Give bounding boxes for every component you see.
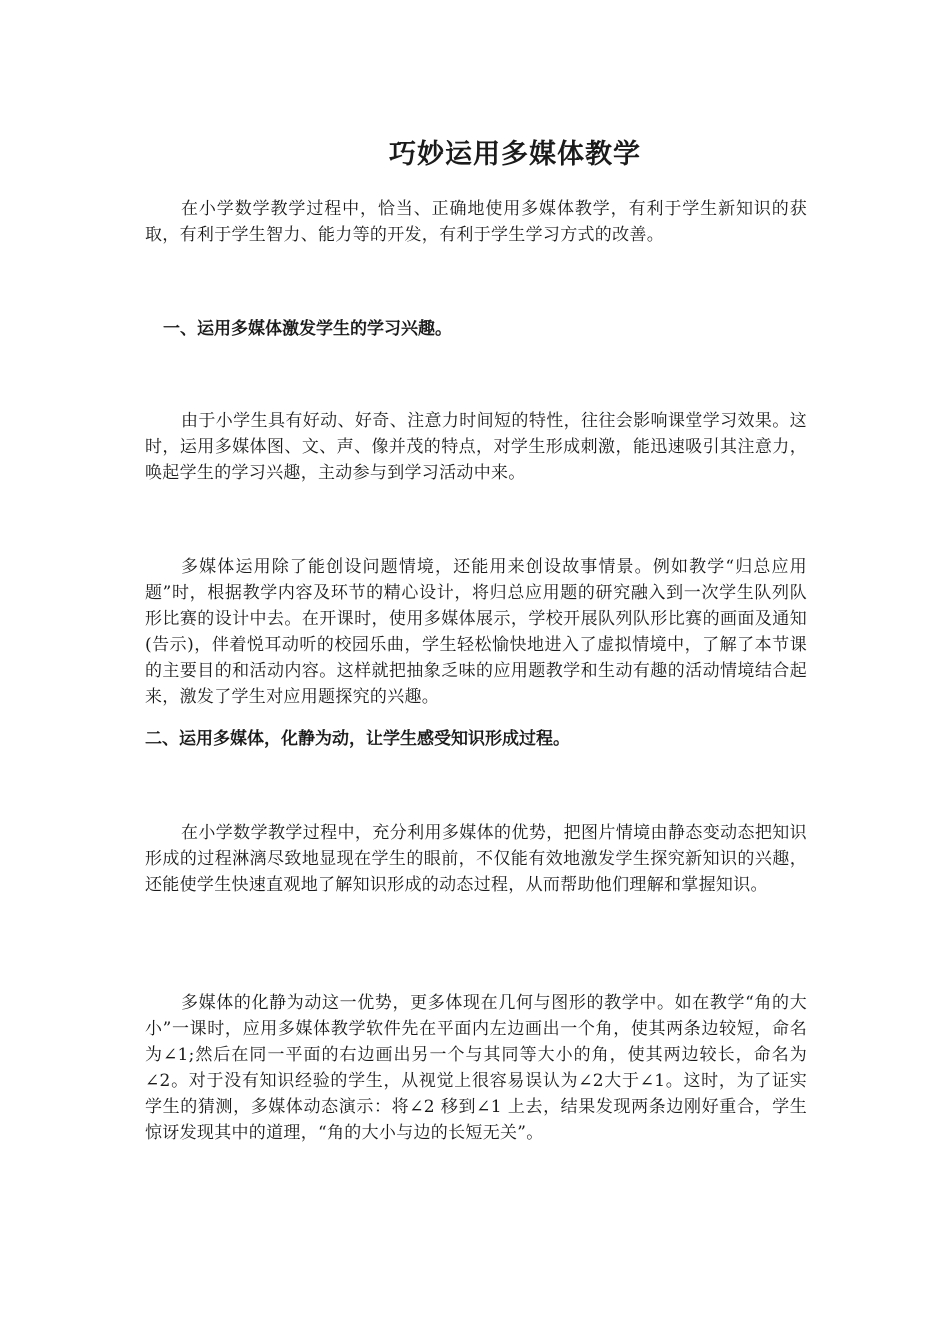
section-1-heading: 一、运用多媒体激发学生的学习兴趣。 (163, 319, 452, 339)
section-1-paragraph-2: 多媒体运用除了能创设问题情境，还能用来创设故事情景。例如教学“归总应用题”时，根据教学内容及环节的精心设计，将归总应用题的研究融入到一次学生队列队形比赛的设计中去。在开课时，使用多媒体展示，学校开展队列队形比赛的画面及通知(告示)，伴着悦耳动听的校园乐曲，学生轻松愉快地进入了虚拟情境中，了解了本节课的主要目的和活动内容。这样就把抽象乏味的应用题教学和生动有趣的活动情境结合起来，激发了学生对应用题探究的兴趣。 (145, 557, 807, 707)
section-1-paragraph-1: 由于小学生具有好动、好奇、注意力时间短的特性，往往会影响课堂学习效果。这时，运用多媒体图、文、声、像并茂的特点，对学生形成刺激，能迅速吸引其注意力，唤起学生的学习兴趣，主动参与到学习活动中来。 (145, 411, 807, 483)
intro-paragraph: 在小学数学教学过程中，恰当、正确地使用多媒体教学，有利于学生新知识的获取，有利于学生智力、能力等的开发，有利于学生学习方式的改善。 (145, 199, 807, 245)
section-2-paragraph-1: 在小学数学教学过程中，充分利用多媒体的优势，把图片情境由静态变动态把知识形成的过程淋漓尽致地显现在学生的眼前，不仅能有效地激发学生探究新知识的兴趣，还能使学生快速直观地了解知识形成的动态过程，从而帮助他们理解和掌握知识。 (145, 823, 807, 895)
document-title: 巧妙运用多媒体教学 (389, 139, 641, 170)
section-2-heading: 二、运用多媒体，化静为动，让学生感受知识形成过程。 (145, 729, 570, 749)
section-2-paragraph-2: 多媒体的化静为动这一优势，更多体现在几何与图形的教学中。如在教学“角的大小”一课时，应用多媒体教学软件先在平面内左边画出一个角，使其两条边较短，命名为∠1;然后在同一平面的右边画出另一个与其同等大小的角，使其两边较长，命名为∠2。对于没有知识经验的学生，从视觉上很容易误认为∠2大于∠1。这时，为了证实学生的猜测，多媒体动态演示：将∠2 移到∠1 上去，结果发现两条边刚好重合，学生惊讶发现其中的道理，“角的大小与边的长短无关”。 (145, 993, 807, 1143)
